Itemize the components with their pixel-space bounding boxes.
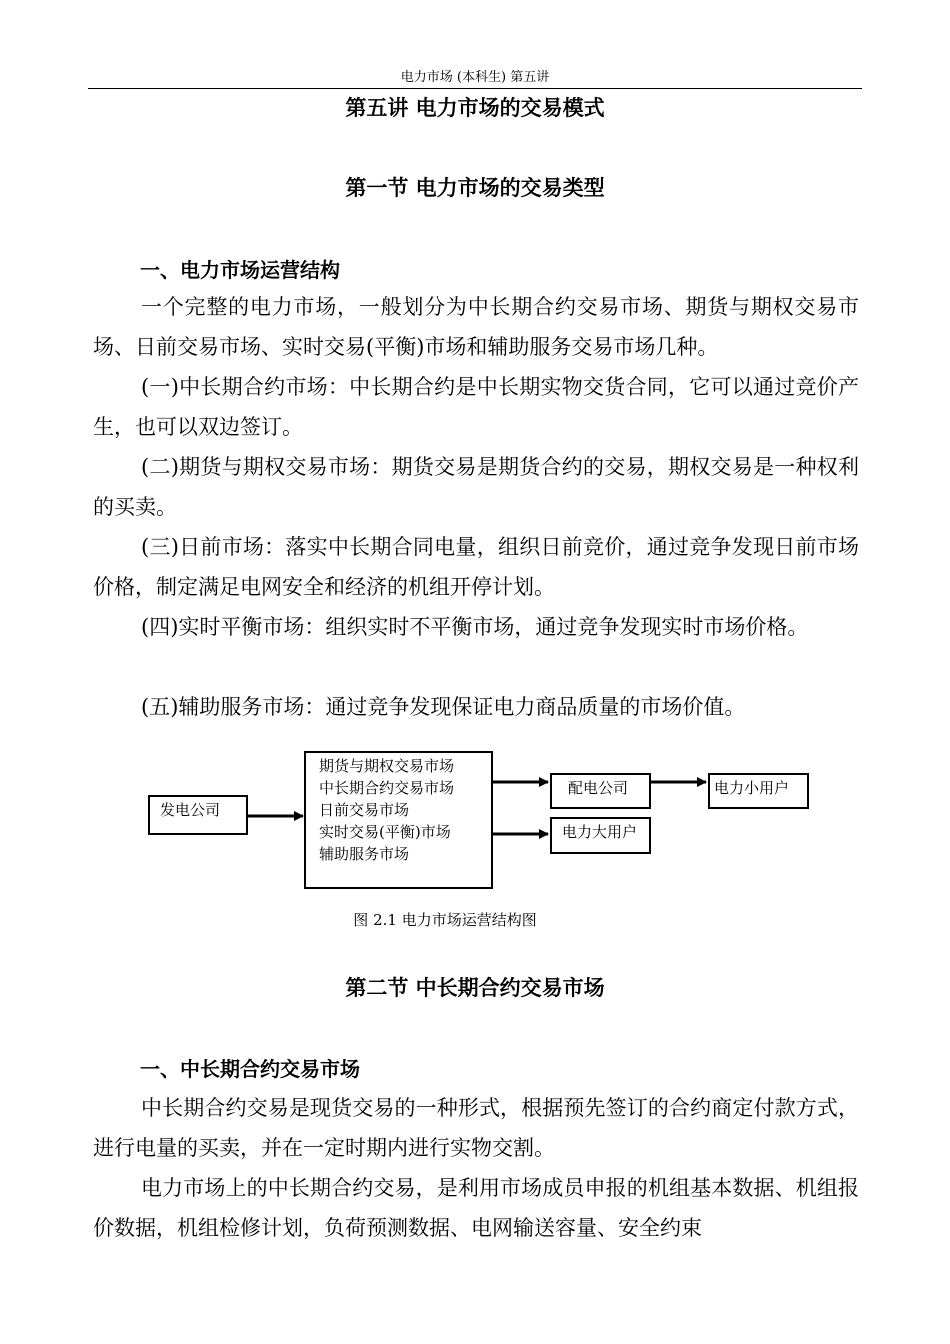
paragraph-text: 中长期合约交易是现货交易的一种形式，根据预先签订的合约商定付款方式，进行电量的买卖，并在一定时期内进行实物交割。: [93, 1096, 859, 1160]
header-rule: [88, 88, 862, 89]
paragraph: [93, 687, 859, 727]
paragraph-text: (一)中长期合约市场：中长期合约是中长期实物交货合同，它可以通过竞价产生，也可以双边签订。: [93, 375, 859, 439]
market-item: 辅助服务市场: [319, 845, 410, 863]
large-user-box: [550, 817, 651, 854]
large-user-label: 电力大用户: [562, 823, 638, 841]
paragraph-text: (五)辅助服务市场：通过竞争发现保证电力商品质量的市场价值。: [141, 695, 746, 719]
paragraph-text: (二)期货与期权交易市场：期货交易是期货合约的交易，期权交易是一种权利的买卖。: [93, 455, 859, 519]
distribution-company-label: 配电公司: [568, 779, 629, 797]
paragraph: [93, 1088, 859, 1168]
market-item: 中长期合约交易市场: [319, 779, 455, 797]
paragraph: [93, 527, 859, 607]
small-user-label: 电力小用户: [714, 779, 790, 797]
market-item: 期货与期权交易市场: [319, 757, 455, 775]
page-header: 电力市场 (本科生) 第五讲: [400, 70, 550, 85]
paragraph: [93, 367, 859, 447]
markets-box: [304, 751, 493, 889]
paragraph-text: (四)实时平衡市场：组织实时不平衡市场，通过竞争发现实时市场价格。: [141, 615, 809, 639]
paragraph-text: 一个完整的电力市场，一般划分为中长期合约交易市场、期货与期权交易市场、日前交易市场、实时交易(平衡)市场和辅助服务交易市场几种。: [93, 295, 859, 359]
section1-heading: 一、电力市场运营结构: [140, 258, 340, 282]
paragraph: [93, 287, 859, 367]
section2-heading: 一、中长期合约交易市场: [140, 1057, 360, 1081]
generator-label: 发电公司: [160, 801, 221, 819]
paragraph: [93, 447, 859, 527]
figure-caption: 图 2.1 电力市场运营结构图: [353, 911, 537, 929]
generator-box: [148, 795, 248, 835]
section1-title: 第一节 电力市场的交易类型: [345, 176, 605, 200]
market-item: 日前交易市场: [319, 801, 410, 819]
paragraph-text: 电力市场上的中长期合约交易，是利用市场成员申报的机组基本数据、机组报价数据，机组检修计划，负荷预测数据、电网输送容量、安全约束: [93, 1176, 859, 1240]
paragraph: [93, 1168, 859, 1248]
paragraph-text: (三)日前市场：落实中长期合同电量，组织日前竞价，通过竞争发现日前市场价格，制定满足电网安全和经济的机组开停计划。: [93, 535, 859, 599]
paragraph: [93, 607, 859, 647]
lecture-title: 第五讲 电力市场的交易模式: [345, 96, 605, 120]
small-user-box: [708, 773, 809, 809]
section2-title: 第二节 中长期合约交易市场: [345, 976, 605, 1000]
distribution-company-box: [550, 773, 651, 809]
market-item: 实时交易(平衡)市场: [319, 823, 451, 841]
